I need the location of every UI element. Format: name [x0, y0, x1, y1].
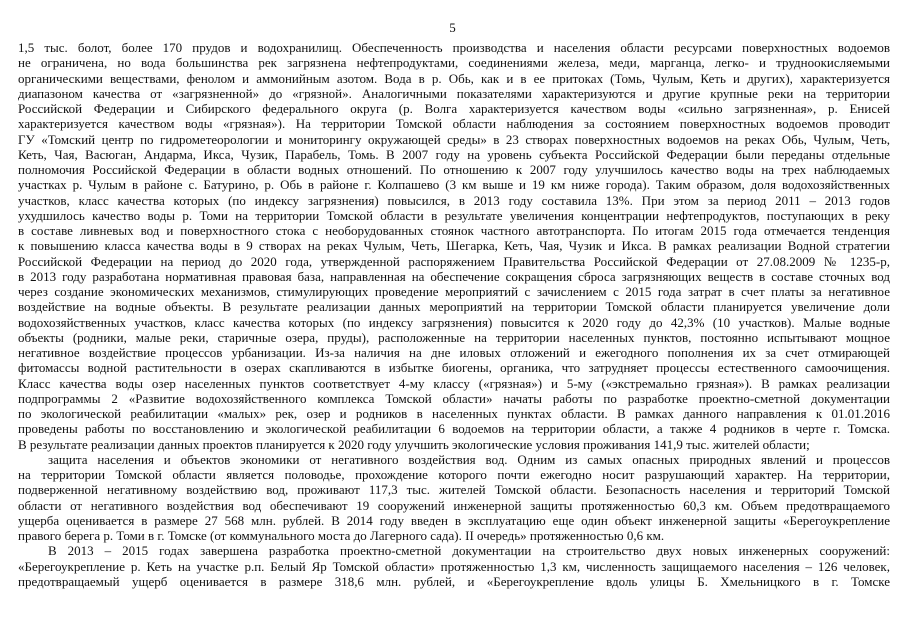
- text-line: защита населения и объектов экономики от негативного воздействия вод. Одним из самых опасных природных явлений и процессов: [48, 451, 890, 467]
- text-line: правого берега р. Томи в г. Томске (от коммунального моста до Лагерного сада). II очередь» протяженностью 0,6 км.: [18, 528, 665, 543]
- text-line: в составе ливневых вод и поверхностного стока с необорудованных стоянок частного автотранспорта. По итогам 2015 года отмечается тенденция: [18, 223, 890, 238]
- text-line: 1,5 тыс. болот, более 170 прудов и водохранилищ. Обеспеченность производства и населения области ресурсами поверхностных водоемов: [18, 40, 890, 55]
- text-line: предотвращаемый ущерб оценивается в размере 318,6 млн. рублей, и «Берегоукрепление вдоль улицы Б. Хмельницкого в г. Томске: [18, 573, 890, 589]
- text-line: Российской Федерации и Сибирского федерального округа (р. Волга характеризуется качеством воды «сильно загрязненная», р. Енисей: [18, 101, 890, 116]
- text-line: характеризуется качеством воды «грязная»). На территории Томской области наблюдения за состоянием поверхностных водоемов проводит: [18, 116, 890, 132]
- text-line: по экологической реабилитации «малых» рек, озер и родников в населенных пунктах области. В рамках данного направления к 01.01.2016: [18, 406, 890, 421]
- text-line: полномочия Российской Федерации в области водных отношений. По отношению к 2007 году улучшилось качество воды на трех наблюдаемых: [18, 162, 890, 177]
- text-line: участков, класс качества которых (по индексу загрязнения) повысился, в 2013 году составила 13%. При этом за период 2011 – 2013 годов: [18, 192, 890, 208]
- text-line: ухудшилось качество воды р. Томи на территории Томской области в результате увеличения концентрации нефтепродуктов, поступающих в реку: [18, 207, 890, 223]
- text-line: объекты (родники, малые реки, старичные озера, пруды), расположенные на территории населенных пунктов, постоянно испытывают мощное: [18, 329, 890, 345]
- text-line: не ограничена, но вода большинства рек загрязнена нефтепродуктами, соединениями железа, меди, марганца, легко- и трудноокисляемыми: [18, 55, 890, 71]
- text-line: Российской Федерации на период до 2020 года, утвержденной распоряжением Правительства Российской Федерации от 27.08.2009 № 1235-р,: [18, 253, 890, 269]
- text-line: на территории Томской области является половодье, прохождение которого почти ежегодно носит разрушающий характер. На территории,: [18, 467, 890, 482]
- text-line: Кеть, Чая, Васюган, Андарма, Икса, Чузик, Парабель, Томь. В 2007 году на уровень субъекта Российской Федерации были переданы отдельные: [18, 146, 890, 162]
- text-line: области от негативного воздействия вод обеспечивают 19 сооружений инженерной защиты протяженностью 60,3 км. Объем предотвращаемого: [18, 497, 890, 513]
- text-line: проведены работы по восстановлению и экологической реабилитации 6 водоемов на территории области, а также 4 родников в черте г. Томска.: [18, 421, 890, 437]
- text-line: воздействие на водные объекты. В результате реализации данных мероприятий на территории Томской области планируется увеличение доли: [18, 299, 890, 315]
- text-line: органическими веществами, фенолом и аммонийным азотом. Вода в р. Обь, как и в ее притоках (Томь, Чулым, Кеть и других), характеризуется: [18, 70, 890, 86]
- text-line: негативное воздействие процессов урбанизации. Из-за наличия на дне иловых отложений и ежегодного пополнения их за счет отмирающей: [18, 345, 890, 360]
- text-line: подпрограммы 2 «Развитие водохозяйственного комплекса Томской области» начаты работы по разработке проектно-сметной документации: [18, 390, 890, 406]
- text-line: В результате реализации данных проектов планируется к 2020 году улучшить экологические условия проживания 141,9 тыс. жителей области;: [18, 436, 810, 452]
- text-line: через создание экономических механизмов, стимулирующих проведение мероприятий с зачислением с 2015 года затрат в счет платы за негативное: [18, 284, 890, 299]
- text-line: подверженной негативному воздействию вод, проживают 117,3 тыс. жителей Томской области. Безопасность населения и территорий Томской: [18, 482, 890, 498]
- document-body: [18, 40, 890, 589]
- text-line: ущерба оценивается в размере 27 568 млн. рублей. В 2014 году введен в эксплуатацию еще один объект инженерной защиты «Берегоукрепление: [18, 512, 890, 528]
- page-number: 5: [449, 20, 456, 35]
- text-line: В 2013 – 2015 годах завершена разработка проектно-сметной документации на строительство двух новых инженерных сооружений:: [48, 543, 890, 559]
- text-line: Класс качества воды озер населенных пунктов соответствует 4-му классу («грязная») и 5-му («экстремально грязная»). В рамках реализации: [18, 375, 890, 391]
- text-line: к повышению класса качества воды в 9 створах на реках Чулым, Четь, Шегарка, Кеть, Чая, Чузик и Икса. В рамках реализации Водной стратегии: [18, 238, 890, 254]
- text-line: фитомассы водной растительности в озерах скапливаются в избытке биогены, органика, что затрудняет процессы естественного самоочищения.: [18, 360, 890, 376]
- text-line: в 2013 году разработана нормативная правовая база, направленная на обеспечение сокращения сброса загрязняющих веществ в составе сточных вод: [18, 268, 890, 284]
- text-line: диапазоном качества от «загрязненной» до «грязной». Аналогичными показателями характеризуются и другие крупные реки на территории: [18, 85, 890, 101]
- text-line: водохозяйственных участков, класс качества которых (по индексу загрязнения) повысится к 2020 году до 42,3% (10 участков). Малые водные: [18, 314, 890, 330]
- text-line: «Берегоукрепление р. Кеть на участке р.п. Белый Яр Томской области» протяженностью 1,3 км, численность защищаемого населения – 126 человек,: [18, 558, 890, 574]
- text-line: участках р. Чулым в районе с. Батурино, р. Обь в районе г. Колпашево (3 км выше и 19 км ниже города). Таким образом, доля водохозяйственных: [18, 177, 890, 193]
- text-line: ГУ «Томский центр по гидрометеорологии и мониторингу окружающей среды» в 23 створах поверхностных водоемов на реках Обь, Чулым, Четь,: [18, 131, 890, 147]
